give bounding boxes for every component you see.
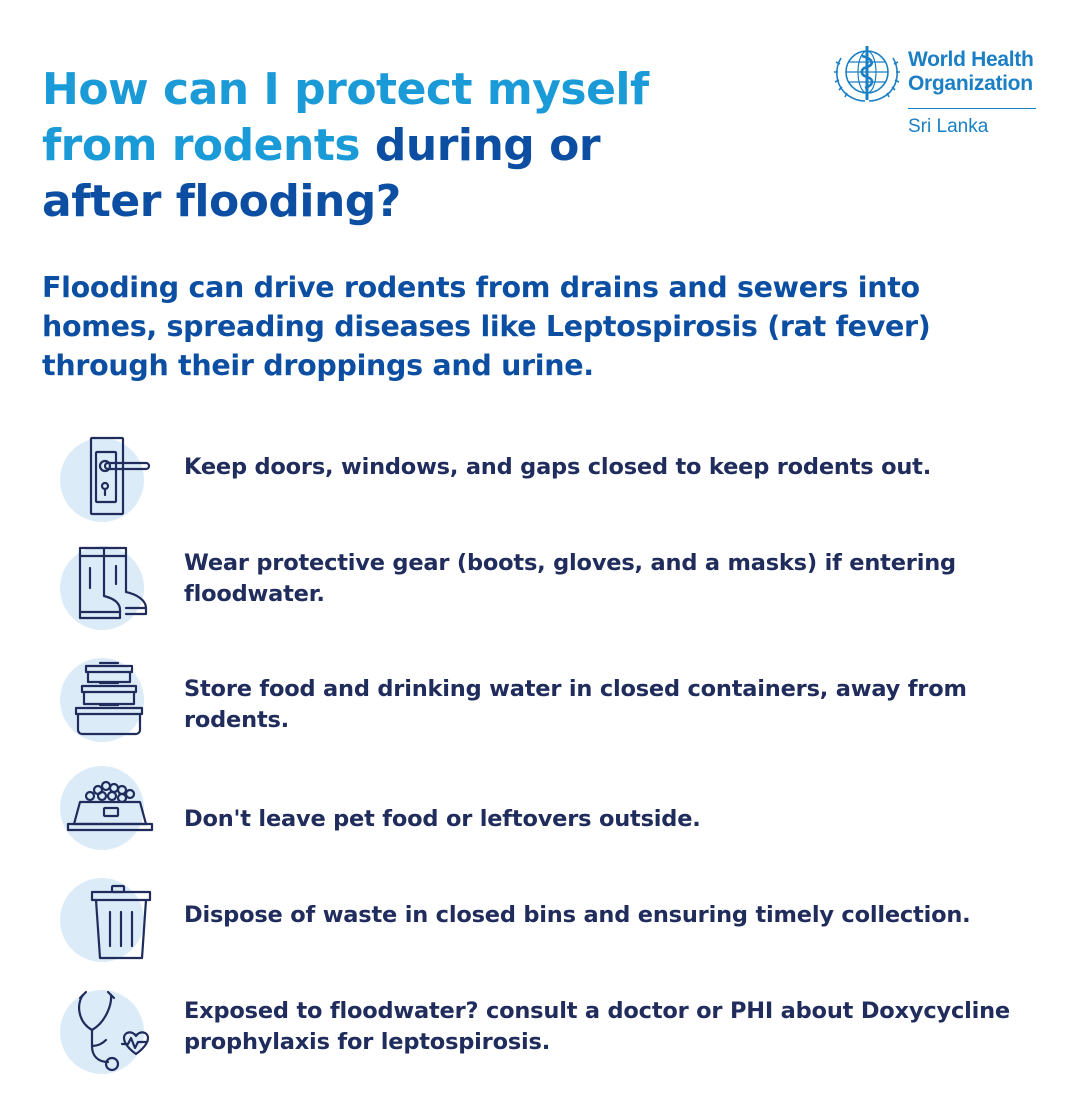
title-line-2-rest: during or: [360, 120, 601, 171]
pet-food-bowl-icon: [50, 760, 160, 856]
who-country: Sri Lanka: [908, 116, 989, 137]
trash-bin-icon: [50, 872, 160, 968]
door-handle-icon: [50, 432, 160, 528]
tip-text: Don't leave pet food or leftovers outside.: [184, 806, 701, 832]
boots-icon: [50, 540, 160, 636]
title-highlight: from rodents: [42, 120, 361, 171]
stethoscope-icon: [50, 984, 160, 1080]
title-line-1: How can I protect myself: [42, 64, 649, 115]
tip-text: Keep doors, windows, and gaps closed to keep rodents out.: [184, 454, 932, 480]
tip-text: Dispose of waste in closed bins and ensuring timely collection.: [184, 902, 971, 928]
who-name-line-2: Organization: [908, 72, 1033, 95]
title-line-3: after flooding?: [42, 176, 401, 227]
tip-text: Store food and drinking water in closed containers, away from rodents.: [184, 676, 967, 733]
food-containers-icon: [50, 652, 160, 748]
intro-text: Flooding can drive rodents from drains and sewers into homes, spreading diseases like Leptospirosis (rat fever) through their droppings and urine.: [42, 271, 931, 382]
tip-text: Wear protective gear (boots, gloves, and a masks) if entering floodwater.: [184, 550, 956, 607]
who-name-line-1: World Health: [908, 48, 1034, 71]
tip-text: Exposed to floodwater? consult a doctor or PHI about Doxycycline prophylaxis for leptospirosis.: [184, 998, 1010, 1055]
